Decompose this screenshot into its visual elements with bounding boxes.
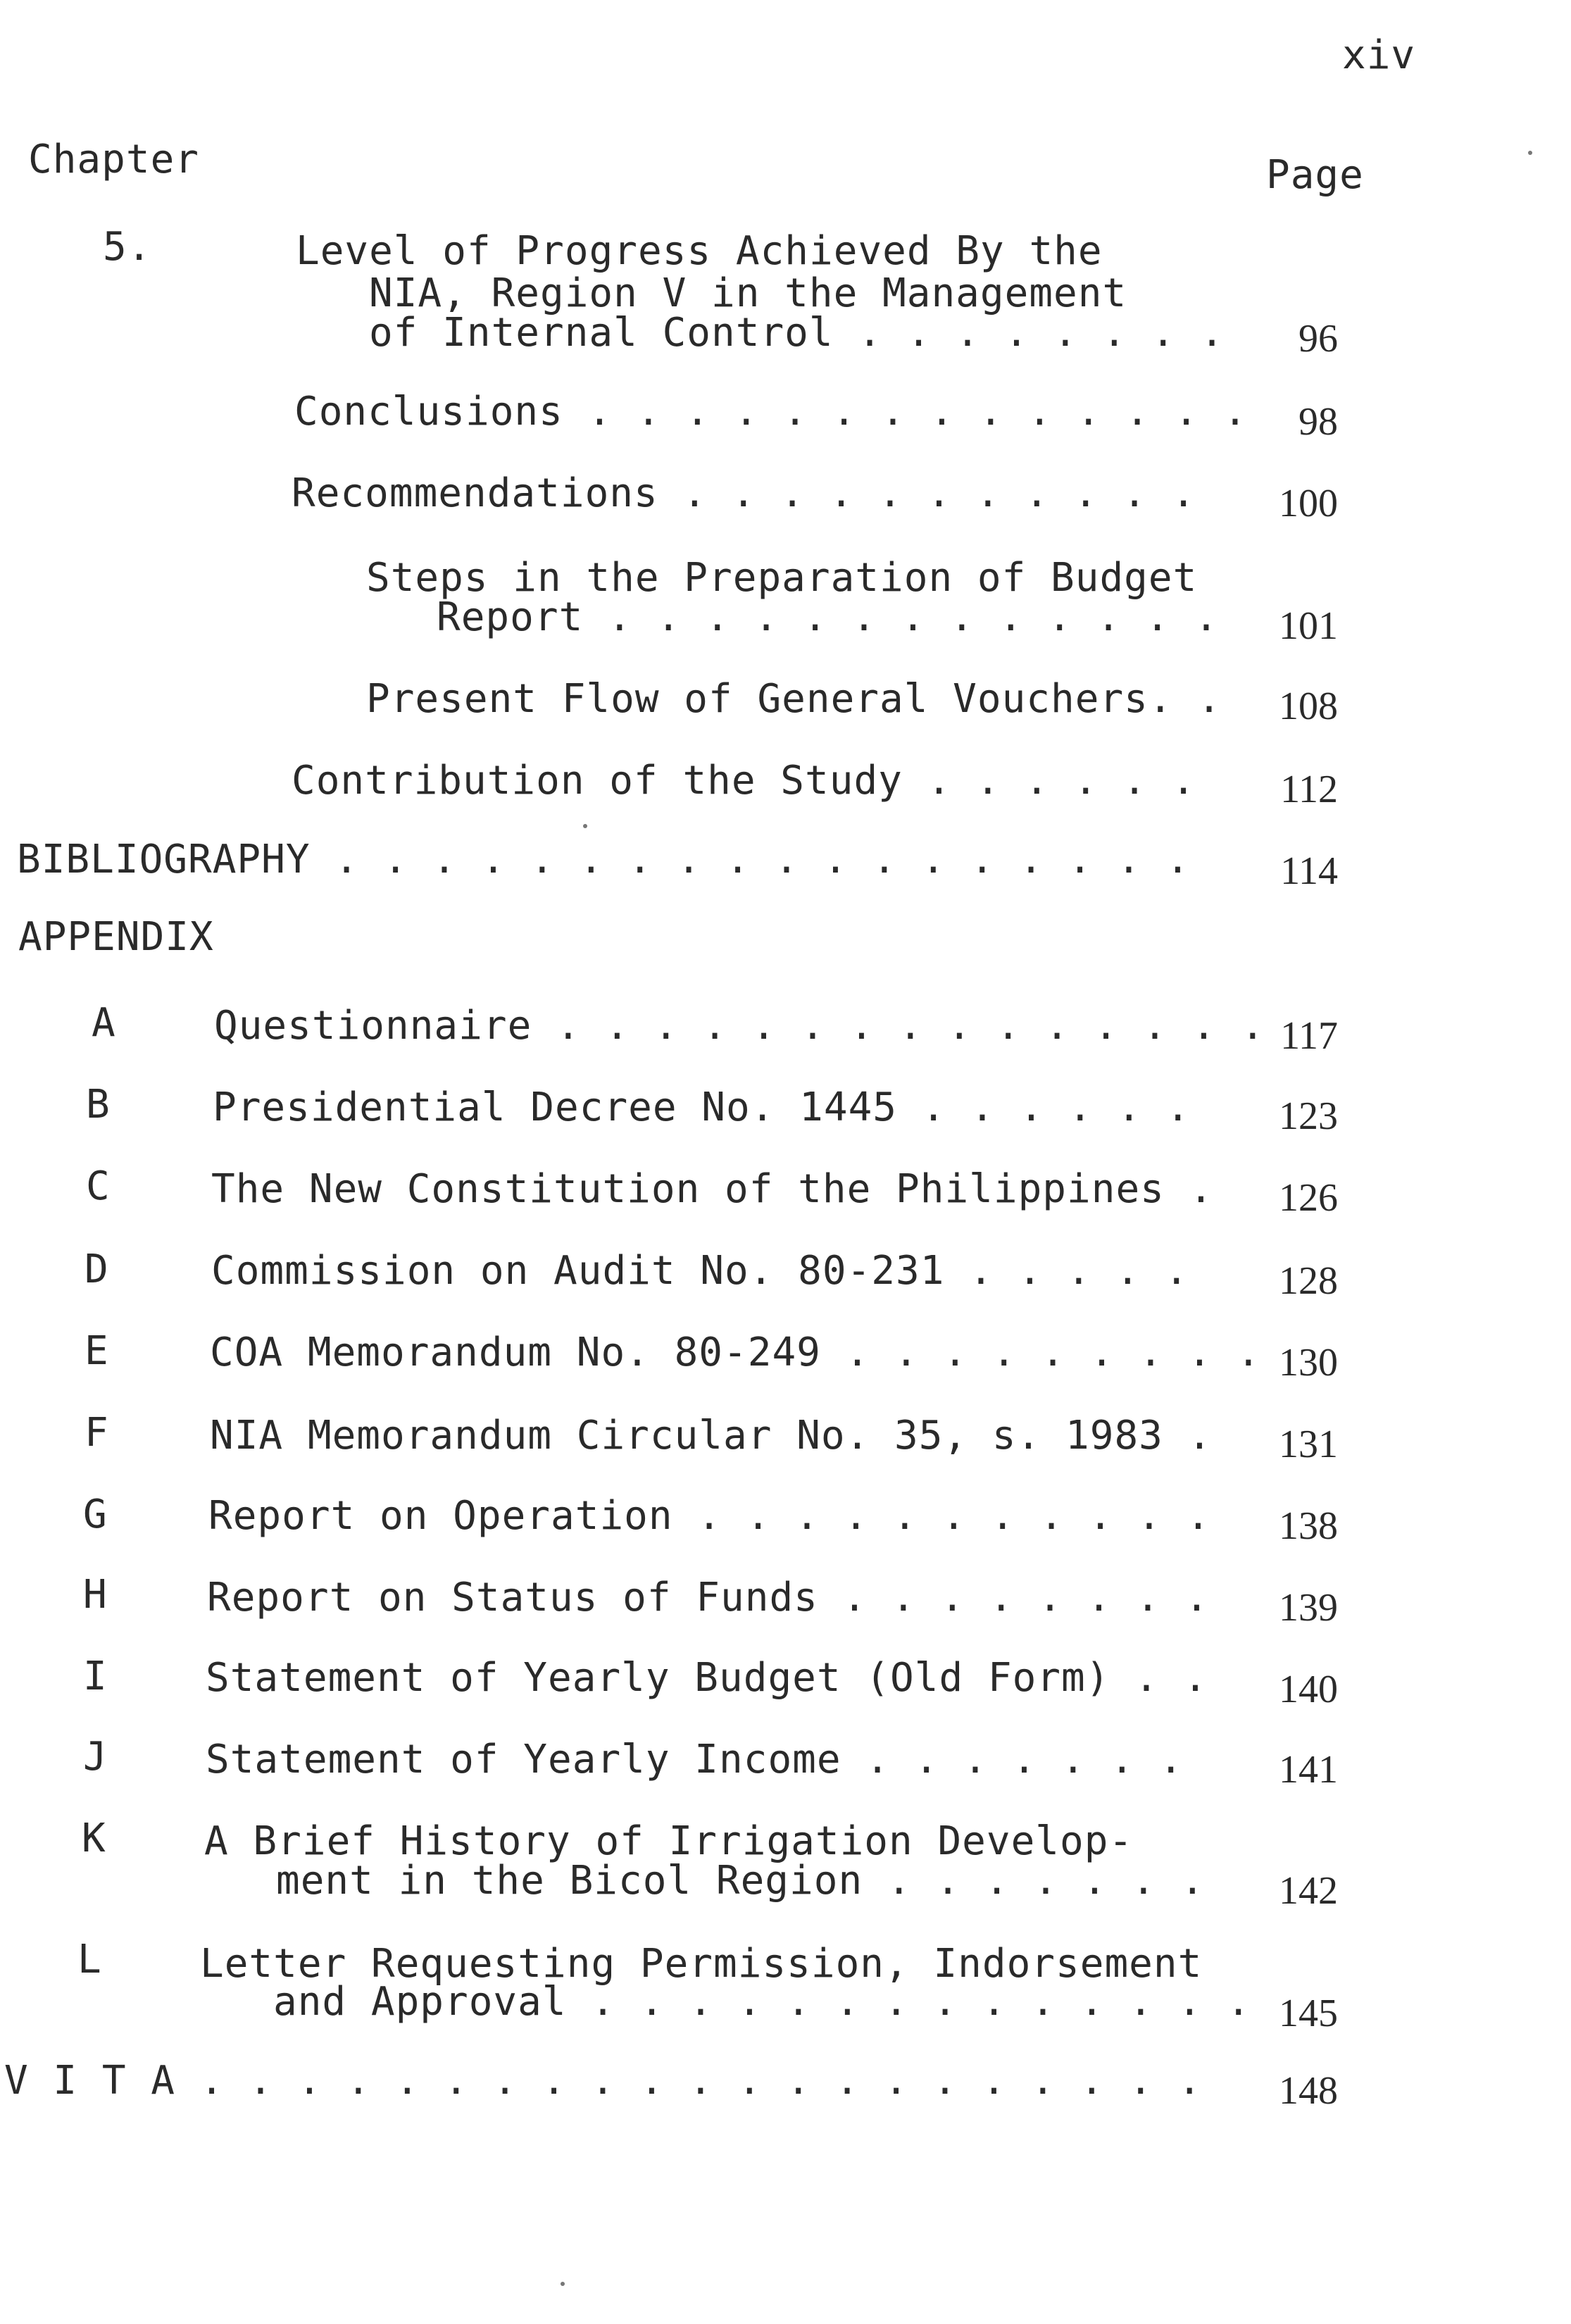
- toc-line: Statement of Yearly Income . . . . . . .: [206, 1737, 1184, 1782]
- page-ref: 117: [1280, 1014, 1338, 1058]
- appendix-letter: I: [83, 1654, 108, 1699]
- page-number: xiv: [1342, 32, 1416, 78]
- toc-line: A Brief History of Irrigation Develop-: [204, 1818, 1134, 1864]
- appendix-letter: G: [83, 1492, 108, 1537]
- toc-line: of Internal Control . . . . . . . .: [369, 310, 1225, 356]
- chapter-header: Chapter: [28, 137, 200, 182]
- appendix-letter: D: [85, 1247, 109, 1292]
- toc-line: Present Flow of General Vouchers. .: [366, 676, 1222, 722]
- appendix-heading: APPENDIX: [18, 914, 214, 960]
- toc-line: Letter Requesting Permission, Indorsement: [200, 1941, 1203, 1987]
- page-ref: 139: [1279, 1586, 1338, 1630]
- page-ref: 128: [1279, 1259, 1338, 1303]
- toc-line: and Approval . . . . . . . . . . . . . .: [273, 1979, 1251, 2025]
- page-ref: 145: [1279, 1992, 1338, 2035]
- page-ref: 138: [1279, 1504, 1338, 1548]
- page-ref: 123: [1279, 1094, 1338, 1138]
- scan-speck: [1528, 151, 1532, 155]
- toc-line: NIA Memorandum Circular No. 35, s. 1983 .: [210, 1413, 1213, 1458]
- page-ref: 101: [1279, 604, 1338, 648]
- toc-line: Commission on Audit No. 80-231 . . . . .: [211, 1248, 1189, 1294]
- page-ref: 114: [1280, 849, 1338, 893]
- page-ref: 100: [1279, 482, 1338, 525]
- page-ref: 98: [1298, 400, 1338, 444]
- page-ref: 140: [1279, 1668, 1338, 1711]
- toc-line: Conclusions . . . . . . . . . . . . . .: [294, 389, 1248, 435]
- toc-line: Recommendations . . . . . . . . . . .: [292, 470, 1196, 516]
- page-ref: 112: [1280, 768, 1338, 811]
- appendix-letter: H: [83, 1572, 108, 1618]
- appendix-letter: F: [85, 1410, 109, 1456]
- scan-speck: [561, 2282, 565, 2286]
- toc-line: V I T A . . . . . . . . . . . . . . . . . . . . .: [4, 2058, 1203, 2104]
- toc-line: Report . . . . . . . . . . . . .: [437, 594, 1219, 640]
- toc-line: Level of Progress Achieved By the: [296, 228, 1103, 274]
- page-ref: 108: [1279, 685, 1338, 728]
- toc-line: Report on Operation . . . . . . . . . . .: [208, 1493, 1211, 1539]
- appendix-letter: K: [82, 1816, 106, 1861]
- page-ref: 148: [1279, 2069, 1338, 2113]
- appendix-letter: A: [92, 1000, 116, 1046]
- page-ref: 131: [1279, 1423, 1338, 1466]
- scan-speck: [583, 824, 587, 828]
- page-ref: 141: [1279, 1748, 1338, 1792]
- toc-line: Report on Status of Funds . . . . . . . .: [207, 1575, 1210, 1620]
- toc-line: The New Constitution of the Philippines .: [211, 1166, 1214, 1212]
- toc-line: Statement of Yearly Budget (Old Form) . .: [206, 1655, 1208, 1701]
- toc-line: ment in the Bicol Region . . . . . . .: [276, 1858, 1206, 1904]
- page-header: Page: [1266, 152, 1364, 198]
- page-ref: 96: [1298, 317, 1338, 361]
- appendix-letter: E: [85, 1328, 109, 1374]
- appendix-letter: J: [83, 1734, 108, 1780]
- toc-line: BIBLIOGRAPHY . . . . . . . . . . . . . . . . . .: [17, 837, 1191, 882]
- toc-line: Presidential Decree No. 1445 . . . . . .: [213, 1085, 1191, 1130]
- toc-line: Questionnaire . . . . . . . . . . . . . . .: [214, 1003, 1265, 1049]
- page-ref: 142: [1279, 1869, 1338, 1913]
- appendix-letter: L: [77, 1937, 102, 1982]
- page-ref: 130: [1279, 1341, 1338, 1385]
- appendix-letter: C: [86, 1163, 111, 1209]
- toc-line: Steps in the Preparation of Budget: [366, 555, 1198, 601]
- chapter-number: 5.: [103, 224, 152, 270]
- toc-line: COA Memorandum No. 80-249 . . . . . . . . .: [210, 1330, 1261, 1375]
- toc-line: NIA, Region V in the Management: [369, 270, 1127, 316]
- toc-line: Contribution of the Study . . . . . .: [292, 758, 1196, 804]
- appendix-letter: B: [86, 1082, 111, 1127]
- page-ref: 126: [1279, 1176, 1338, 1220]
